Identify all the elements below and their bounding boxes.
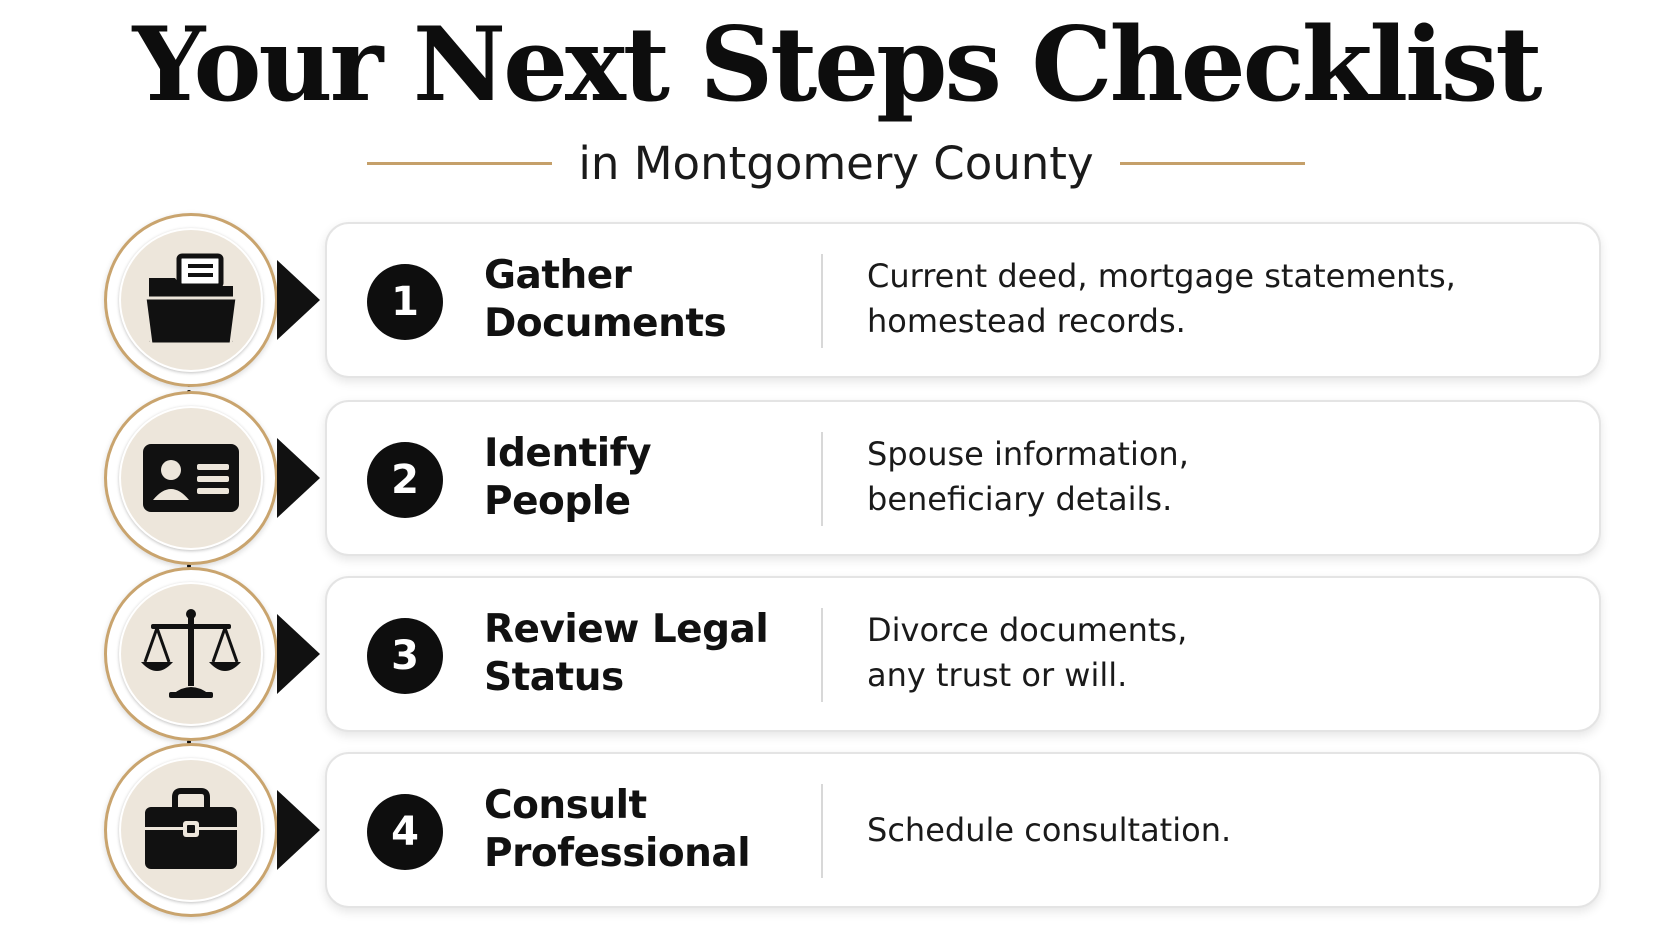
page-title: Your Next Steps Checklist xyxy=(132,5,1540,125)
step-icon-medallion xyxy=(104,567,278,741)
checklist-step-3 xyxy=(0,576,1672,732)
step-number-badge: 3 xyxy=(367,618,443,694)
step-icon-medallion xyxy=(104,213,278,387)
step-title: Consult Professional xyxy=(484,783,751,876)
step-arrow xyxy=(277,790,320,870)
step-arrow xyxy=(277,614,320,694)
step-title: Review Legal Status xyxy=(484,607,769,700)
step-title: Gather Documents xyxy=(484,253,727,346)
step-card xyxy=(325,222,1601,378)
step-icon-medallion xyxy=(104,391,278,565)
card-divider xyxy=(821,608,823,702)
card-divider xyxy=(821,784,823,878)
card-divider xyxy=(821,432,823,526)
step-number-badge: 2 xyxy=(367,442,443,518)
step-number-badge: 4 xyxy=(367,794,443,870)
step-arrow xyxy=(277,260,320,340)
id-card-icon xyxy=(141,442,241,514)
briefcase-icon xyxy=(143,787,239,873)
step-description: Divorce documents, any trust or will. xyxy=(867,611,1188,694)
page-subtitle: in Montgomery County xyxy=(578,136,1094,190)
scales-of-justice-icon xyxy=(139,606,243,702)
step-description: Current deed, mortgage statements, homestead records. xyxy=(867,257,1456,340)
folder-documents-icon xyxy=(139,250,243,350)
checklist-step-2 xyxy=(0,400,1672,556)
step-card xyxy=(325,752,1601,908)
step-title: Identify People xyxy=(484,431,652,524)
step-card xyxy=(325,576,1601,732)
step-number-badge: 1 xyxy=(367,264,443,340)
step-arrow xyxy=(277,438,320,518)
checklist-step-1 xyxy=(0,222,1672,378)
card-divider xyxy=(821,254,823,348)
step-icon-medallion xyxy=(104,743,278,917)
step-description: Schedule consultation. xyxy=(867,811,1232,849)
step-card xyxy=(325,400,1601,556)
step-description: Spouse information, beneficiary details. xyxy=(867,435,1189,518)
checklist-step-4 xyxy=(0,752,1672,908)
